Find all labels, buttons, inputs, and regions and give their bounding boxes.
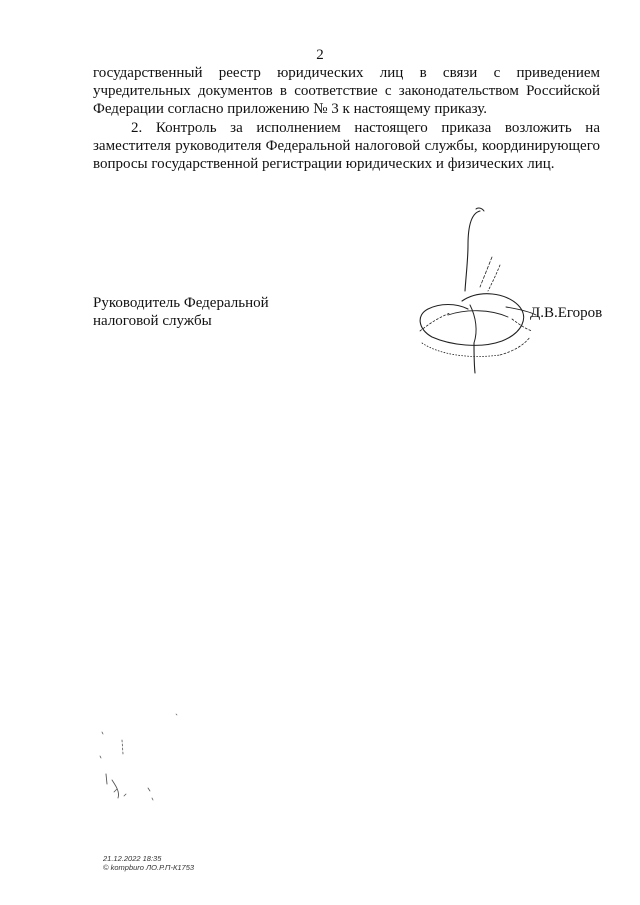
page-number: 2 xyxy=(316,47,324,63)
signatory-position-line-2: налоговой службы xyxy=(93,313,212,329)
handwritten-signature xyxy=(410,205,550,375)
paragraph-1: государственный реестр юридических лиц в связи с приведением учредительных документов в соответствие с законодательством Российской Федерации согласно приложению № 3 к настоящему приказу. xyxy=(93,65,600,117)
document-body xyxy=(93,64,600,173)
scan-marks xyxy=(90,712,190,807)
paragraph-2: 2. Контроль за исполнением настоящего приказа возложить на заместителя руководителя Федеральной налоговой службы, координирующего вопросы государственной регистрации юридических и физических лиц. xyxy=(93,120,600,172)
footer-meta xyxy=(103,854,194,872)
signatory-position-line-1: Руководитель Федеральной xyxy=(93,295,269,311)
signatory-name: Д.В.Егоров xyxy=(530,305,603,321)
document-reference: © kompburo ЛО.Р.П-К1753 xyxy=(103,863,195,872)
signatory-position xyxy=(93,294,269,330)
print-timestamp: 21.12.2022 18:35 xyxy=(103,854,162,863)
